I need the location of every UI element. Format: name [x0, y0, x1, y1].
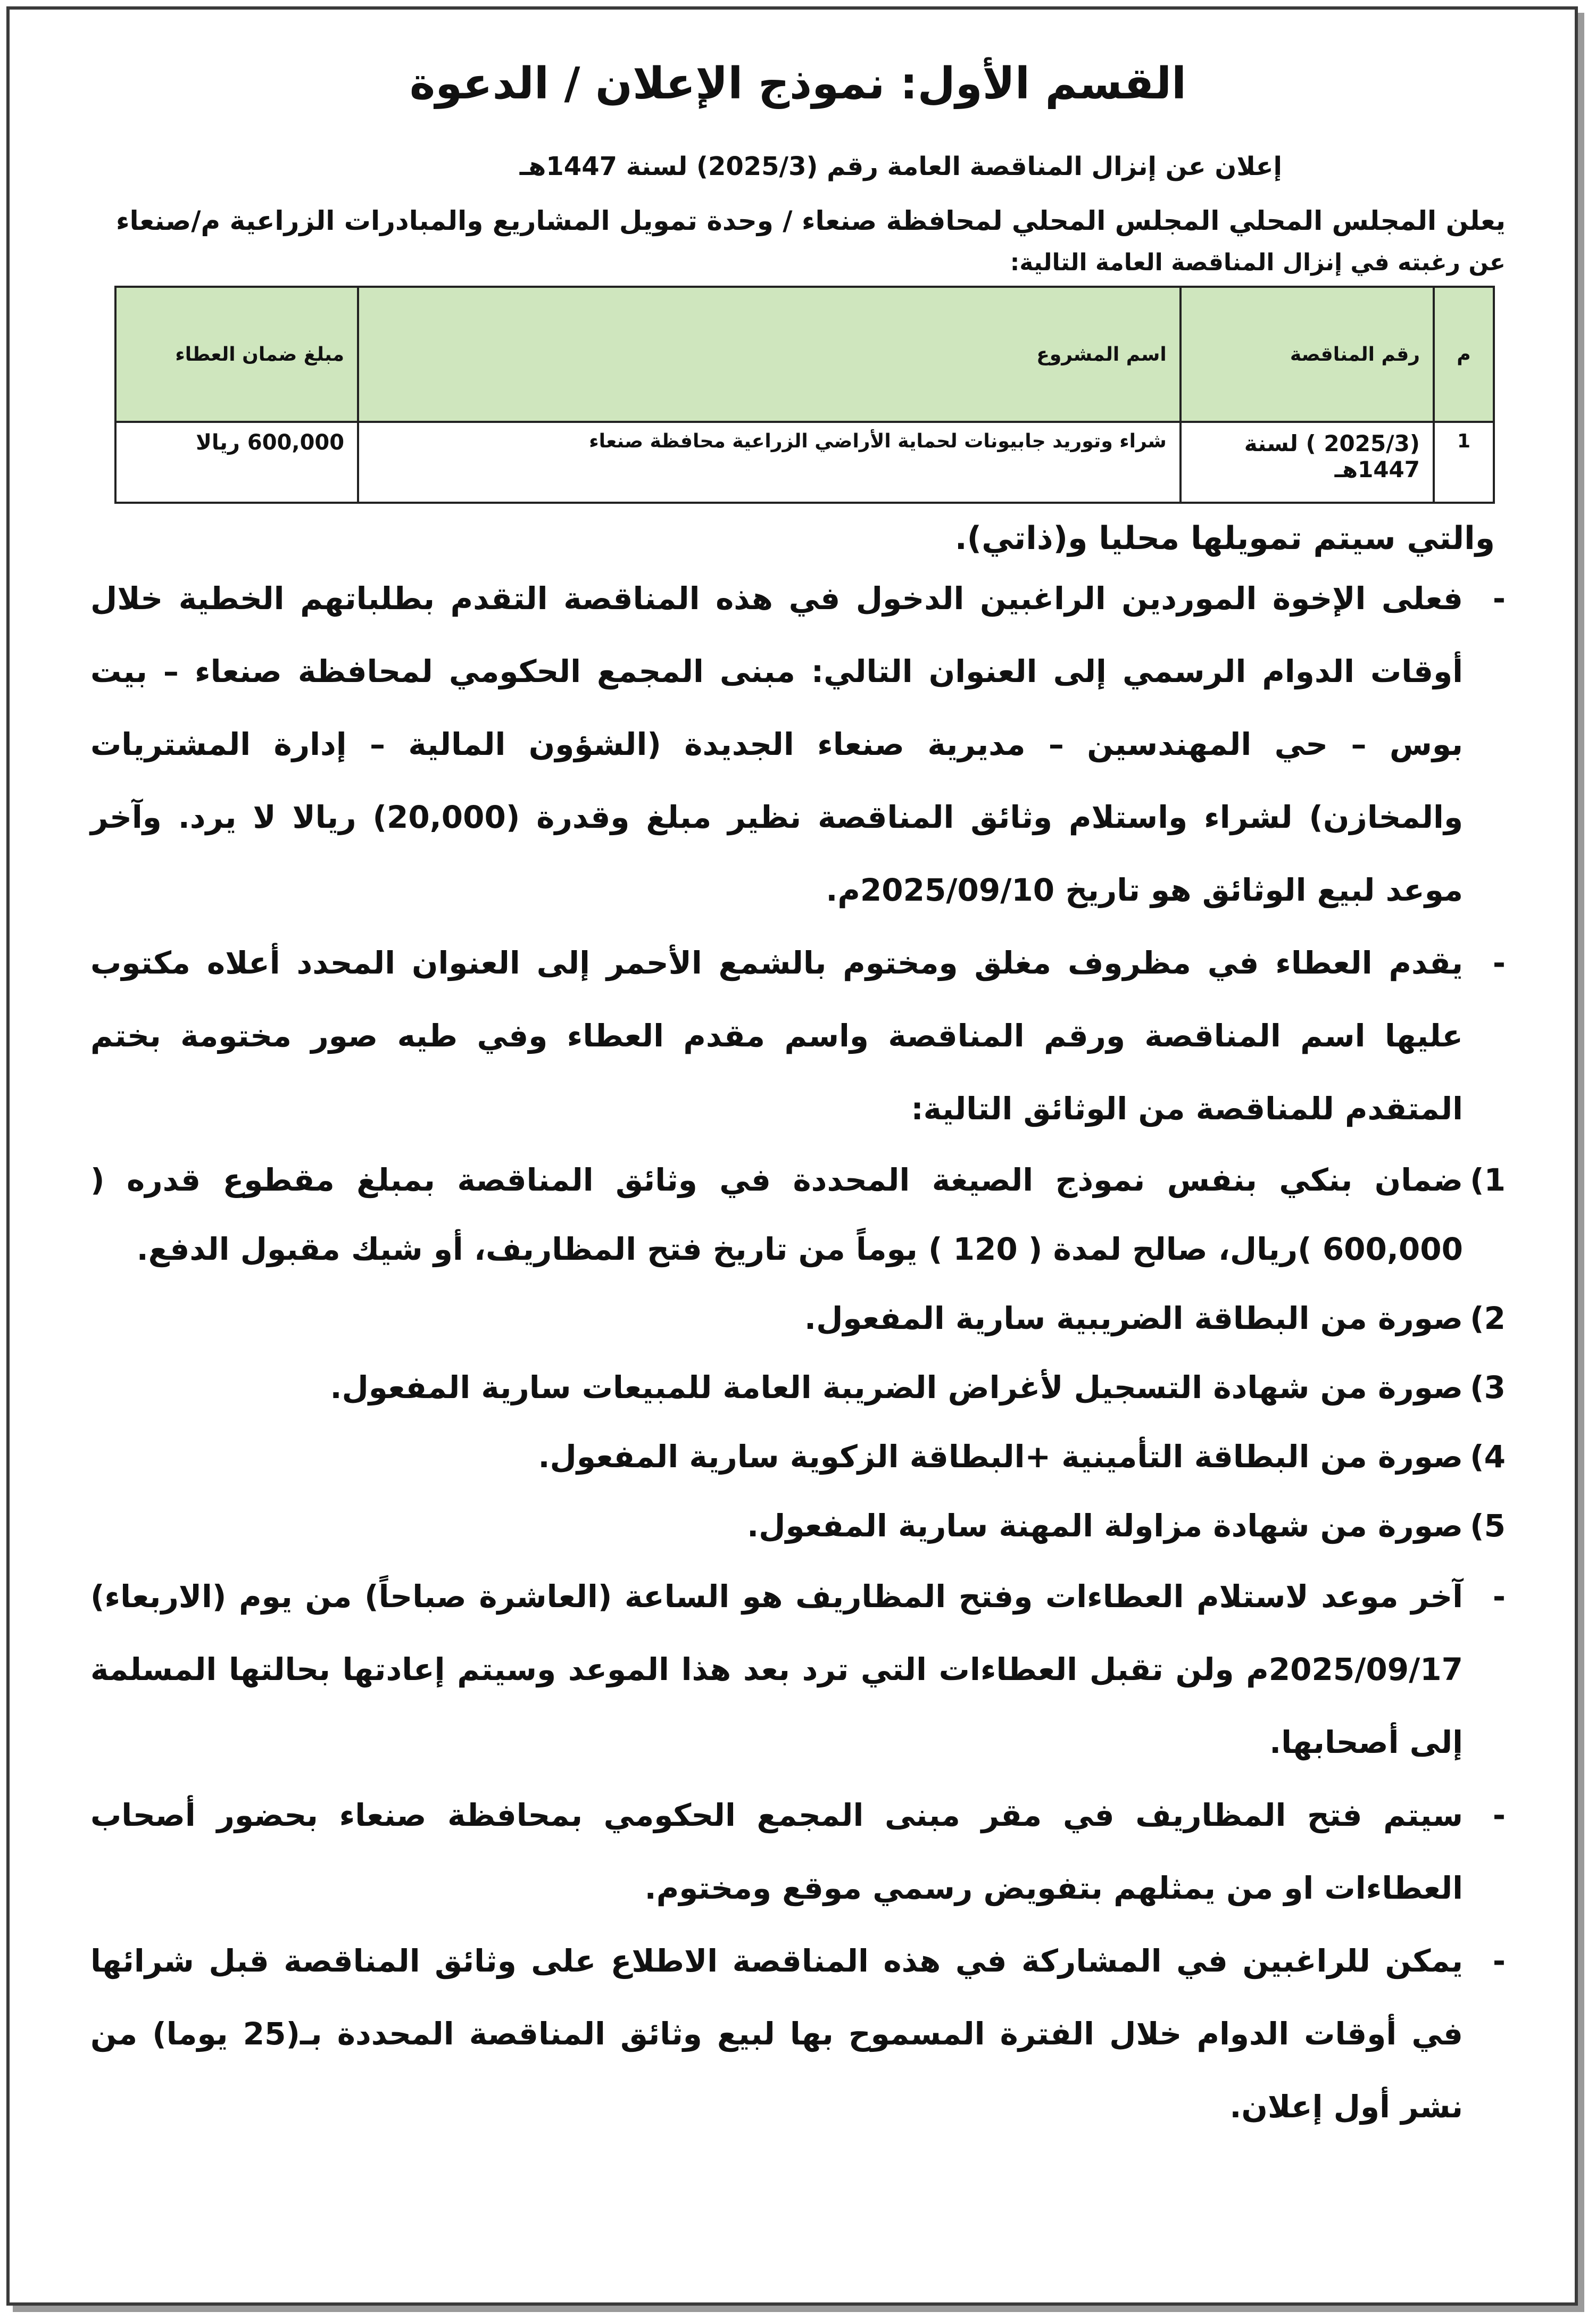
item-number: 4) [1470, 1438, 1506, 1475]
bullet-paragraph [90, 562, 1506, 927]
cell-project-name: شراء وتوريد جابيونات لحماية الأراضي الزراعية محافظة صنعاء [358, 422, 1181, 503]
item-text: صورة من شهادة مزاولة المهنة سارية المفعول. [747, 1508, 1463, 1544]
document-item [90, 1491, 1506, 1560]
bullet-text: فعلى الإخوة الموردين الراغبين الدخول في هذه المناقصة التقدم بطلباتهم الخطية خلال أوقات الدوام الرسمي إلى العنوان التالي: مبنى المجمع الحكومي لمحافظة صنعاء – بيت بوس – حي المهندسين – مديرية صنعاء الجديدة (الشؤون المالية – إدارة المشتريات والمخازن) لشراء واستلام وثائق المناقصة نظير مبلغ وقدرة (20,000) ريالا لا يرد. وآخر موعد لبيع الوثائق هو تاريخ 2025/09/10م. [90, 580, 1463, 908]
bullet-dash: - [1492, 580, 1506, 617]
cell-no: 1 [1434, 422, 1494, 503]
intro-line-2: عن رغبته في إنزال المناقصة العامة التالية: [1010, 249, 1506, 276]
bullet-dash: - [1492, 1797, 1506, 1833]
bullet-paragraph [90, 927, 1506, 1145]
item-text: ضمان بنكي بنفس نموذج الصيغة المحددة في وثائق المناقصة بمبلغ مقطوع قدره ( 600,000 )ريال، صالح لمدة ( 120 ) يوماً من تاريخ فتح المظاريف، أو شيك مقبول الدفع. [90, 1162, 1463, 1267]
header-project-name: اسم المشروع [358, 287, 1181, 422]
header-guarantee-amount: مبلغ ضمان العطاء [115, 287, 358, 422]
table-row [115, 422, 1494, 503]
bullet-paragraph [90, 1779, 1506, 1925]
tender-table [114, 286, 1495, 504]
item-number: 1) [1470, 1162, 1506, 1198]
document-page [90, 37, 1506, 2143]
bullet-text: يمكن للراغبين في المشاركة في هذه المناقصة الاطلاع على وثائق المناقصة قبل شرائها في أوقات الدوام خلال الفترة المسموح بها لبيع وثائق المناقصة المحددة بـ(25 يوما) من نشر أول إعلان. [90, 1943, 1464, 2125]
bullet-paragraph [90, 1560, 1506, 1779]
bullet-paragraph [90, 1925, 1506, 2143]
funding-line: والتي سيتم تمويلها محليا و(ذاتي). [954, 520, 1495, 557]
document-item [90, 1284, 1506, 1353]
bullet-dash: - [1492, 1943, 1506, 1979]
header-no: م [1434, 287, 1494, 422]
cell-guarantee-amount: 600,000 ريالا [115, 422, 358, 503]
item-text: صورة من البطاقة التأمينية +البطاقة الزكوية سارية المفعول. [538, 1438, 1463, 1475]
bullet-text: يقدم العطاء في مظروف مغلق ومختوم بالشمع الأحمر إلى العنوان المحدد أعلاه مكتوب عليها اسم المناقصة ورقم المناقصة واسم مقدم العطاء وفي طيه صور مختومة بختم المتقدم للمناقصة من الوثائق التالية: [90, 945, 1463, 1127]
cell-tender-number: (2025/3 ) لسنة 1447هـ [1181, 422, 1434, 503]
bullet-text: آخر موعد لاستلام العطاءات وفتح المظاريف هو الساعة (العاشرة صباحاً) من يوم (الاربعاء) 2025/09/17م ولن تقبل العطاءات التي ترد بعد هذا الموعد وسيتم إعادتها بحالتها المسلمة إلى أصحابها. [90, 1578, 1463, 1760]
item-number: 2) [1470, 1300, 1506, 1336]
item-number: 5) [1470, 1508, 1506, 1544]
item-text: صورة من البطاقة الضريبية سارية المفعول. [804, 1300, 1463, 1336]
header-tender-number: رقم المناقصة [1181, 287, 1434, 422]
announcement-heading: إعلان عن إنزال المناقصة العامة رقم (2025/3) لسنة 1447هـ [519, 152, 1282, 181]
item-number: 3) [1470, 1369, 1506, 1406]
item-text: صورة من شهادة التسجيل لأغراض الضريبة العامة للمبيعات سارية المفعول. [330, 1369, 1463, 1406]
document-item [90, 1145, 1506, 1284]
bullet-dash: - [1492, 1578, 1506, 1615]
bullet-dash: - [1492, 945, 1506, 981]
document-item [90, 1422, 1506, 1491]
intro-line-1: يعلن المجلس المحلي المجلس المحلي لمحافظة صنعاء / وحدة تمويل المشاريع والمبادرات الزراعية م/صنعاء [115, 205, 1506, 236]
bullet-text: سيتم فتح المظاريف في مقر مبنى المجمع الحكومي بمحافظة صنعاء بحضور أصحاب العطاءات او من يمثلهم بتفويض رسمي موقع ومختوم. [90, 1797, 1463, 1906]
table-header-row [115, 287, 1494, 422]
section-title: القسم الأول: نموذج الإعلان / الدعوة [409, 59, 1187, 109]
document-item [90, 1353, 1506, 1422]
